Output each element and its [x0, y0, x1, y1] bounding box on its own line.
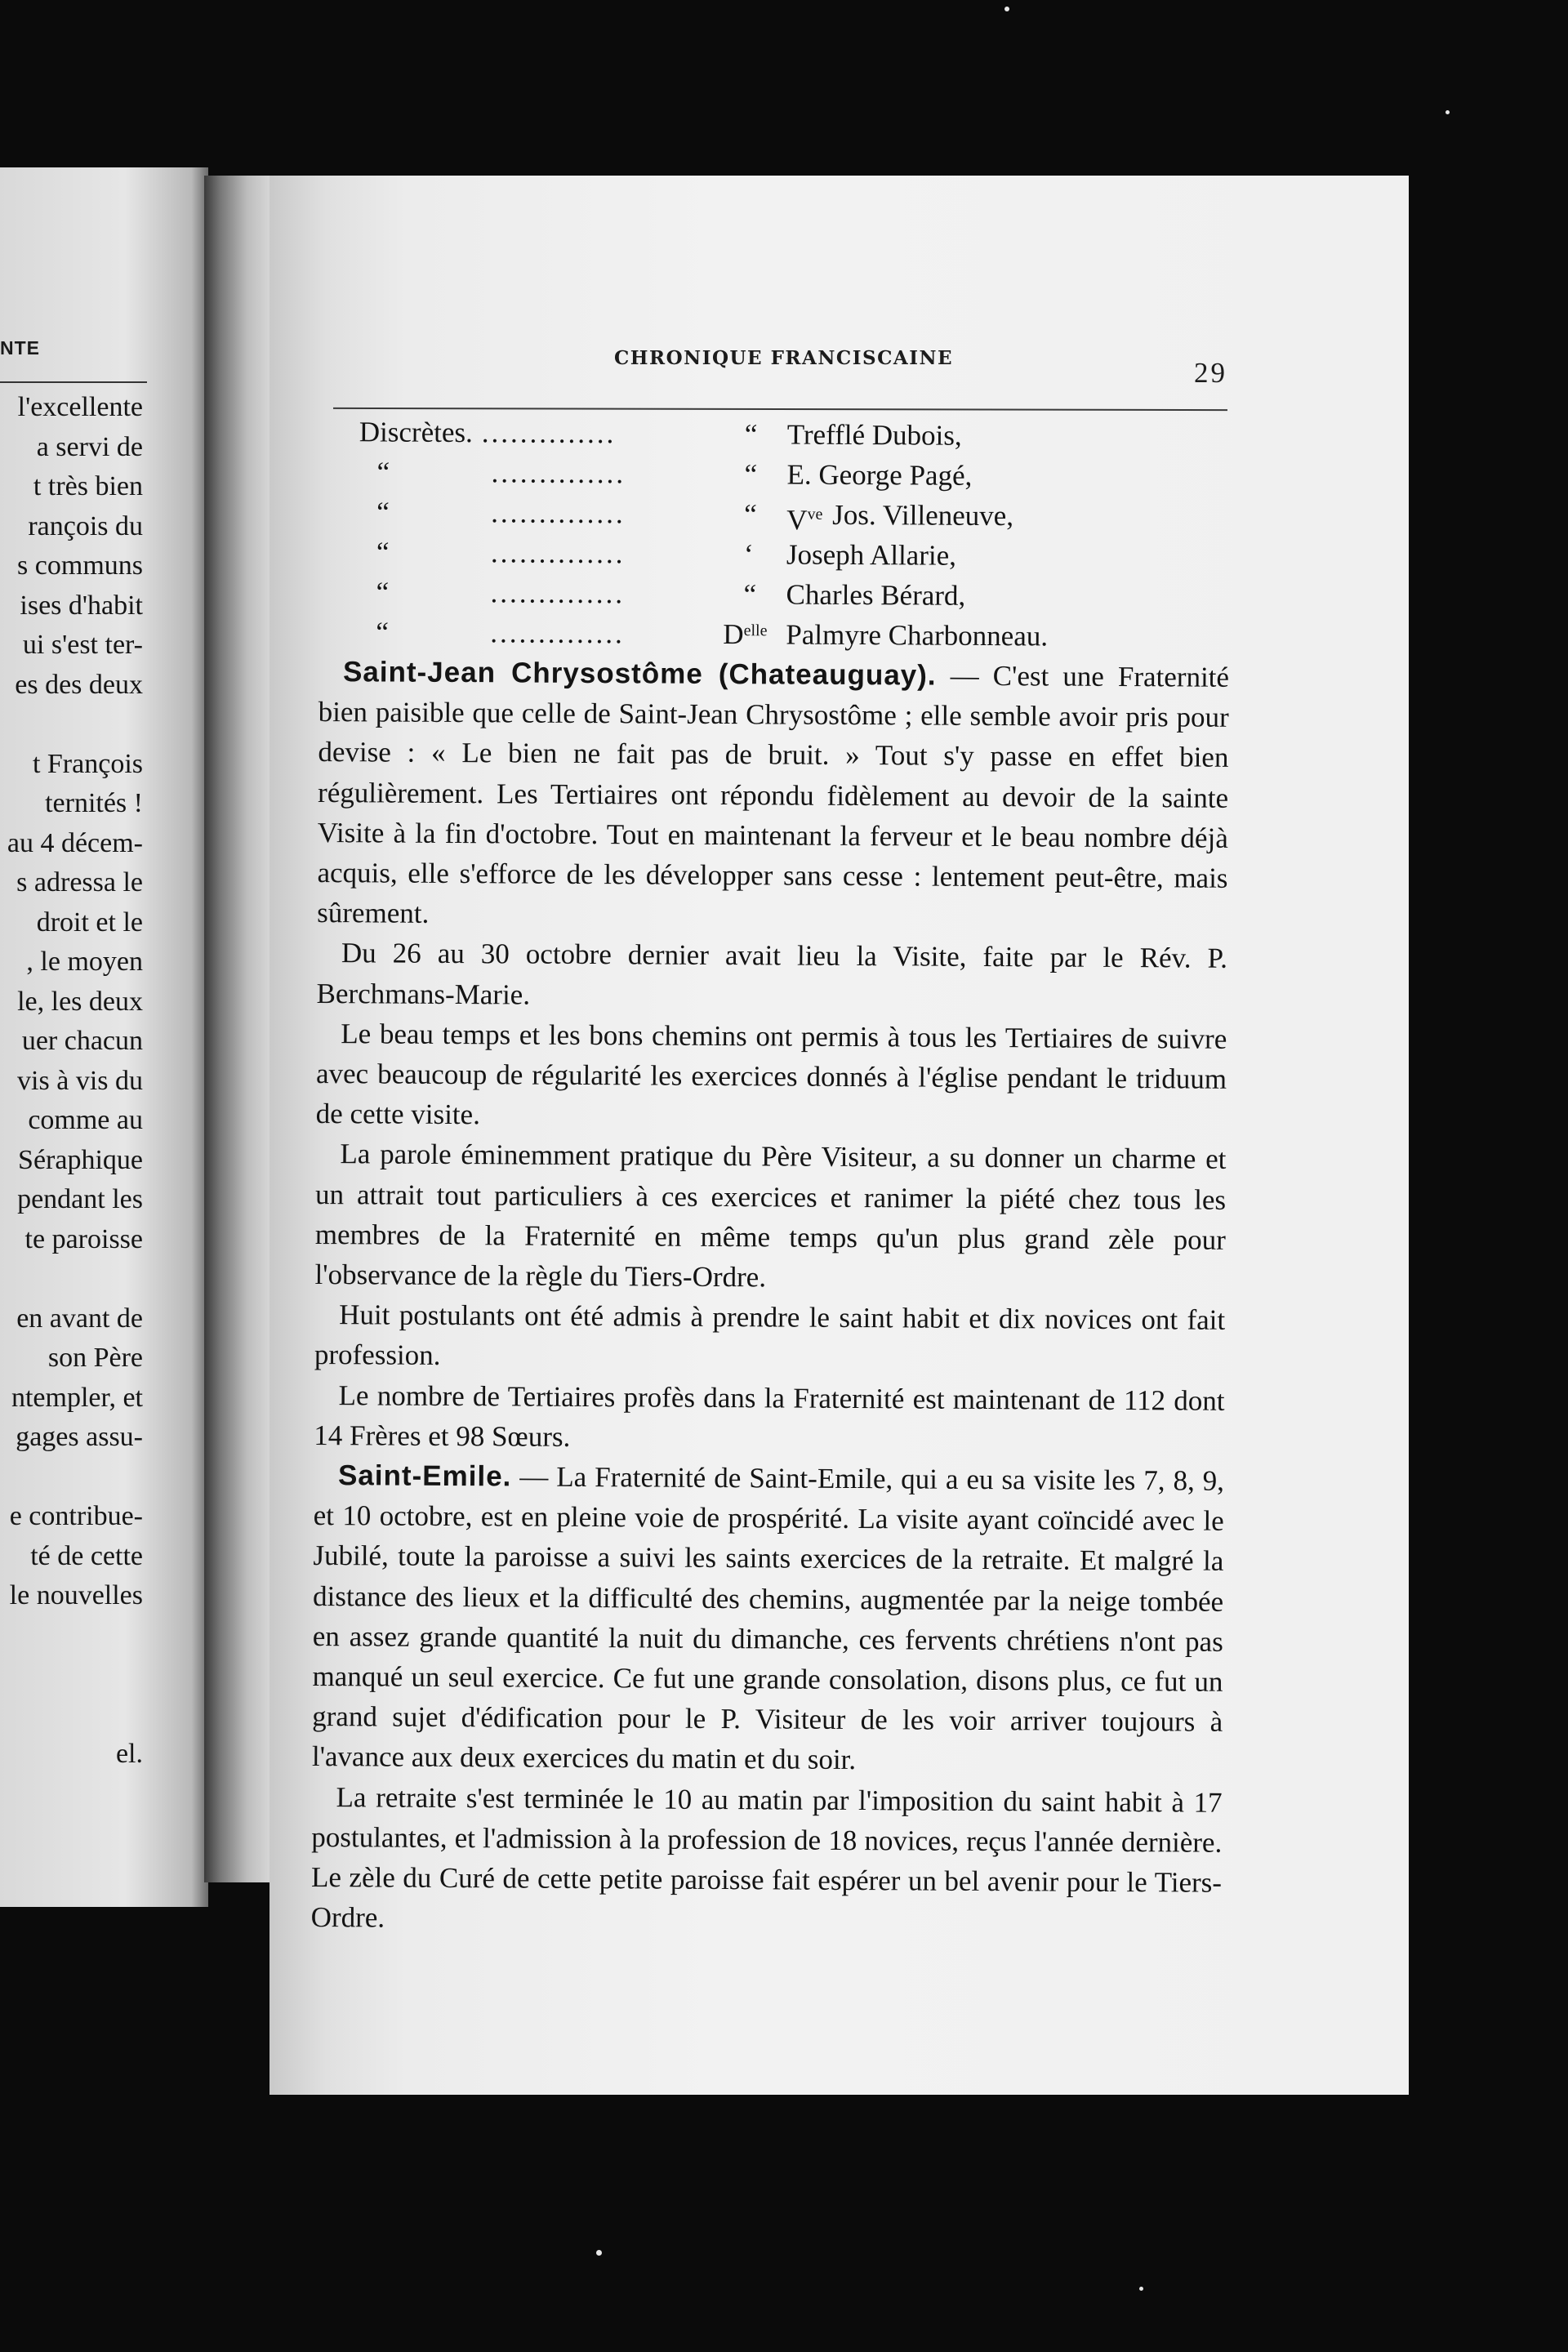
discretes-row	[319, 492, 1230, 537]
member-name: Joseph Allarie,	[786, 538, 957, 572]
discretes-list	[318, 412, 1231, 657]
leader-dots: ..............	[490, 577, 626, 610]
left-page-line: pendant les	[17, 1184, 143, 1214]
name-prefix	[786, 494, 823, 540]
prefix-superscript: elle	[743, 621, 768, 640]
left-page-line: es des deux	[15, 669, 143, 700]
left-page-line: s communs	[17, 550, 143, 581]
discretes-row	[319, 452, 1230, 497]
paragraph-saint-jean-3: Le beau temps et les bons chemins ont permis à tous les Tertiaires de suivre avec beaucoup de régularité les exercices donnés à l'église pendant le triduum de cette visite.	[315, 1017, 1227, 1131]
left-page-line: en avant de	[16, 1303, 143, 1334]
leader-dots: ..............	[490, 537, 626, 570]
prefix-letter: D	[723, 618, 744, 651]
left-page-line: te paroisse	[24, 1223, 143, 1254]
left-page-line	[0, 1616, 143, 1656]
leader-dots: ..............	[481, 416, 617, 450]
paragraph-saint-jean-5: Huit postulants ont été admis à prendre le saint habit et dix novices ont fait profession.	[314, 1298, 1226, 1372]
leader-dots: ..............	[491, 457, 626, 490]
ditto-mark: “	[743, 578, 757, 611]
left-page-line: comme au	[28, 1105, 143, 1135]
row-label: “	[376, 576, 390, 608]
member-name: Charles Bérard,	[786, 578, 966, 612]
left-page-line	[0, 1655, 143, 1695]
discretes-row	[320, 412, 1231, 457]
left-page-line: s adressa le	[16, 867, 143, 898]
page-body	[311, 408, 1231, 1943]
paragraph-saint-jean-4: La parole éminemment pratique du Père Visiteur, a su donner un charme et un attrait tout particuliers à ces exercices et ranimer la piété chez tous les membres de la Fraternité en même temps qu'un plus grand zèle pour l'observance de la règle du Tiers-Ordre.	[314, 1138, 1227, 1294]
left-page-line: le nouvelles	[9, 1580, 143, 1610]
left-page-line: son Père	[47, 1343, 143, 1373]
left-page-line: uer chacun	[21, 1026, 143, 1056]
member-name: E. George Pagé,	[786, 458, 973, 492]
discretes-row	[318, 612, 1229, 657]
discretes-row	[319, 532, 1230, 577]
page-number: 29	[1194, 357, 1227, 389]
left-page-line: t François	[32, 748, 143, 779]
running-head: CHRONIQUE FRANCISCAINE	[614, 347, 954, 369]
left-page-line: le, les deux	[17, 986, 143, 1017]
prefix-superscript: ve	[807, 505, 823, 523]
left-page-line: vis à vis du	[17, 1065, 143, 1096]
left-page-text	[0, 388, 143, 1775]
member-name: Trefflé Dubois,	[786, 418, 962, 452]
left-page-line: a servi de	[36, 431, 143, 462]
left-header-rule	[0, 381, 147, 383]
left-page-line: l'excellente	[17, 392, 143, 422]
scan-speck	[596, 2250, 602, 2256]
row-label: “	[376, 616, 389, 648]
scan-speck	[1446, 110, 1450, 114]
left-running-head: NTE	[0, 337, 40, 359]
left-page-line: ui s'est ter-	[22, 630, 143, 660]
scan-speck	[1004, 7, 1009, 11]
row-label: Discrètes.	[359, 416, 473, 449]
prefix-letter: V	[786, 504, 808, 537]
left-page-line: au 4 décem-	[7, 827, 143, 858]
row-label: “	[376, 496, 390, 528]
left-page-line: t très bien	[33, 471, 143, 501]
left-page-line: gages assu-	[16, 1422, 143, 1452]
ditto-mark: ‘	[743, 538, 754, 571]
left-page-line	[0, 1695, 143, 1735]
left-page-line	[0, 1259, 143, 1299]
section-heading-saint-jean: Saint-Jean Chrysostôme (Chateauguay).	[342, 656, 937, 692]
leader-dots: ..............	[490, 617, 625, 650]
paragraph-saint-jean-2: Du 26 au 30 octobre dernier avait lieu la Visite, faite par le Rév. P. Berchmans-Marie.	[316, 937, 1228, 1011]
section-heading-saint-emile: Saint-Emile.	[337, 1459, 512, 1493]
left-page-line: droit et le	[36, 906, 143, 938]
left-page-line: Séraphique	[18, 1144, 143, 1175]
left-page-line: el.	[115, 1739, 143, 1769]
left-page-line	[0, 1458, 143, 1498]
left-page-line: ternités !	[45, 788, 143, 818]
row-label: “	[376, 536, 390, 568]
discretes-row	[318, 572, 1229, 617]
paragraph-saint-emile-1: Saint-Emile. — La Fraternité de Saint-Emile, qui a eu sa visite les 7, 8, 9, et 10 octobre, est en pleine voie de prospérité. La visite ayant coïncidé avec le Jubilé, toute la paroisse a suivi les saints exercices de la retraite. Et malgré la distance des lieux et la difficulté des chemins, augmentée par la neige tombée en assez grande quantité la nuit du dimanche, ces fervents chrétiens n'ont pas manqué un seul exercice. Ce fut une grande consolation, disons plus, ce fut un grand sujet d'édification pour le P. Visiteur de les voir arriver toujours à l'avance aux deux exercices du matin et du soir.	[311, 1459, 1225, 1776]
leader-dots: ..............	[491, 497, 626, 530]
left-page-line	[0, 705, 143, 745]
member-name: Jos. Villeneuve,	[832, 498, 1014, 532]
member-name: Palmyre Charbonneau.	[786, 618, 1049, 653]
left-page-line: rançois du	[28, 510, 143, 541]
row-label: “	[376, 456, 390, 488]
ditto-mark: “	[744, 498, 757, 531]
paragraph-saint-jean-6: Le nombre de Tertiaires profès dans la Fraternité est maintenant de 112 dont 14 Frères et 98 Sœurs.	[314, 1379, 1225, 1453]
left-page-line: e contribue-	[9, 1501, 143, 1531]
left-page-line: ises d'habit	[20, 590, 143, 621]
paragraph-saint-emile-2: La retraite s'est terminée le 10 au matin par l'imposition du saint habit à 17 postulantes, et l'admission à la profession de 18 novices, reçus l'année dernière. Le zèle du Curé de cette petite paroisse fait espérer un bel avenir pour le Tiers-Ordre.	[310, 1780, 1223, 1934]
paragraph-saint-jean-1: Saint-Jean Chrysostôme (Chateauguay). — C'est une Fraternité bien paisible que celle de Saint-Jean Chrysostôme ; elle semble avoir pris pour devise : « Le bien ne fait pas de bruit. » Tout s'y passe en effet bien régulièrement. Les Tertiaires ont répondu fidèlement au devoir de la sainte Visite à la fin d'octobre. Tout en maintenant la ferveur et le beau nombre déjà acquis, elle s'efforce de les développer sans cesse : lentement peut-être, mais sûrement.	[317, 656, 1230, 930]
left-page-line: té de cette	[30, 1540, 143, 1571]
name-prefix	[723, 614, 767, 654]
left-page-line: , le moyen	[26, 947, 143, 977]
ditto-mark: “	[744, 418, 758, 451]
left-page-line: ntempler, et	[11, 1382, 143, 1413]
ditto-mark: “	[744, 458, 758, 491]
scan-speck	[1139, 2287, 1143, 2291]
